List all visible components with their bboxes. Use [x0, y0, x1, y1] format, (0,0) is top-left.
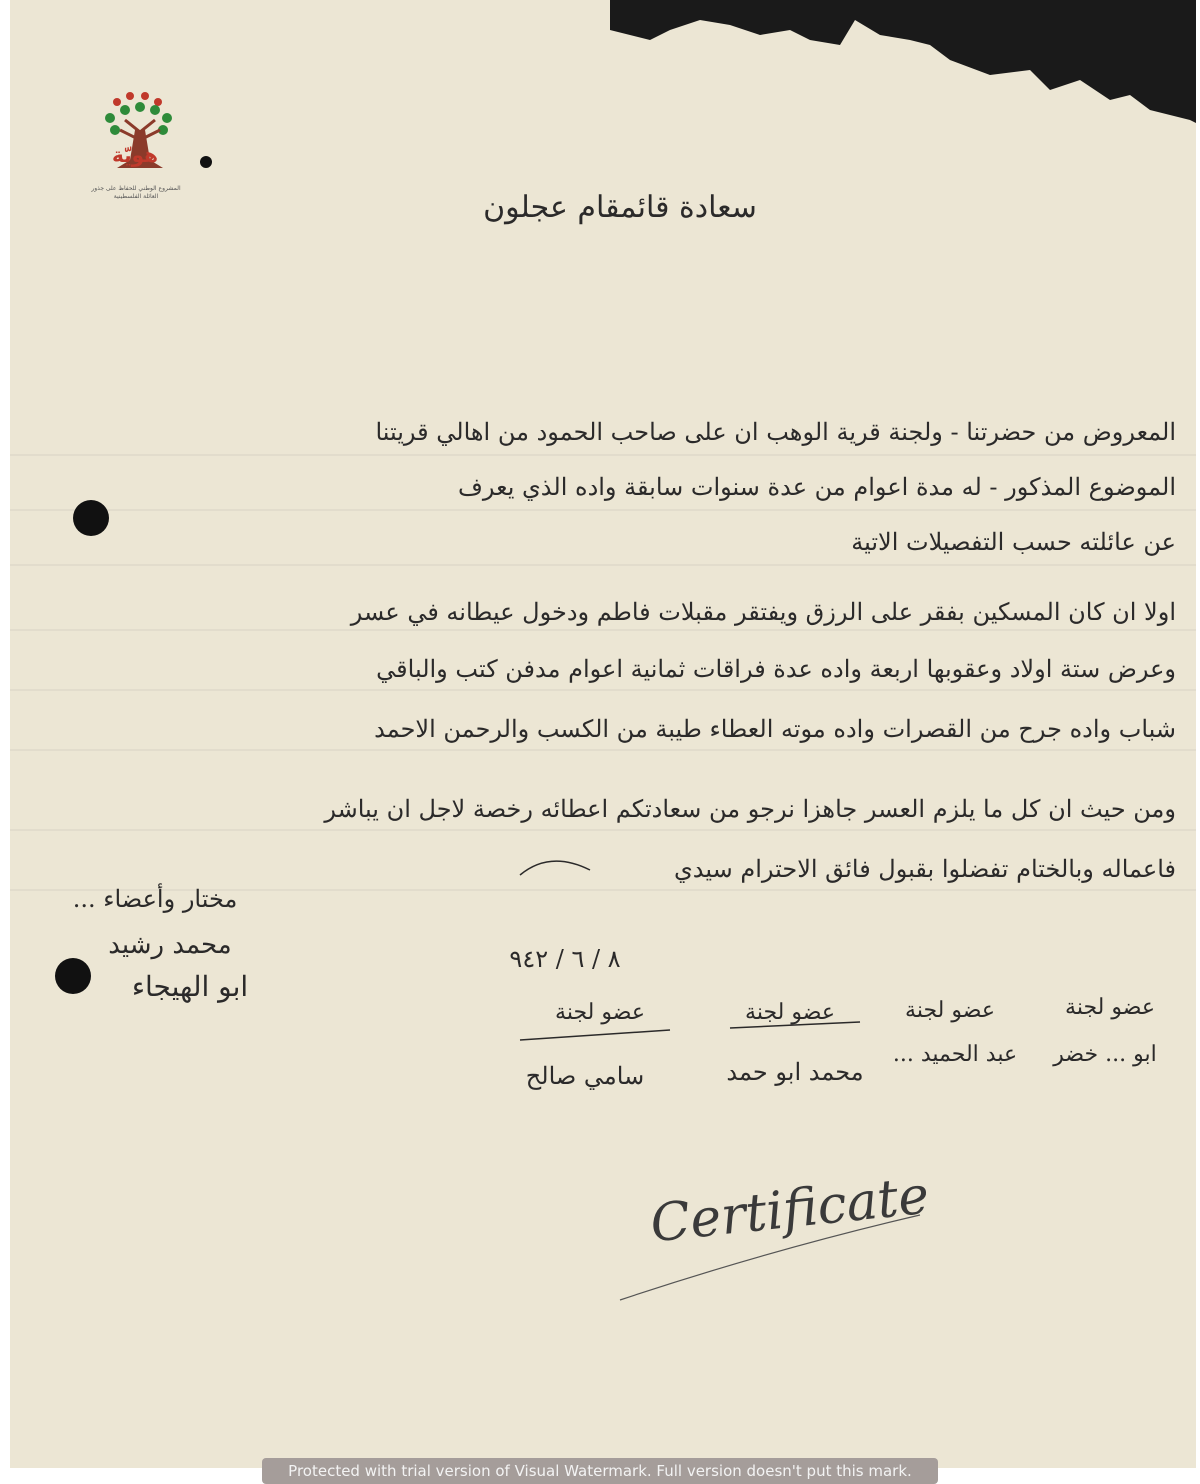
trial-watermark-banner: Protected with trial version of Visual Watermark. Full version doesn't put this mark.	[262, 1458, 938, 1484]
committee-member-name: عبد الحميد ...	[892, 1042, 1018, 1067]
committee-member-name: محمد ابو حمد	[726, 1058, 864, 1086]
logo-subtitle: المشروع الوطني للحفاظ على جذور العائلة الفلسطينية	[91, 185, 181, 200]
committee-member-name: سامي صالح	[525, 1062, 645, 1090]
body-line: المعروض من حضرتنا - ولجنة قرية الوهب ان على صاحب الحمود من اهالي قريتنا	[375, 418, 1176, 446]
committee-title: عضو لجنة	[745, 1000, 835, 1025]
body-line: عن عائلته حسب التفصيلات الاتية	[851, 528, 1176, 556]
committee-title: عضو لجنة	[905, 998, 995, 1023]
certificate-annotation: Certificate	[647, 1165, 932, 1255]
body-line: فاعماله وبالختام تفضلوا بقبول فائق الاحترام سيدي	[673, 855, 1176, 883]
body-line: الموضوع المذكور - له مدة اعوام من عدة سنوات سابقة واده الذي يعرف	[458, 473, 1176, 501]
left-signature-name: محمد رشيد	[108, 930, 232, 960]
letter-page	[10, 0, 1196, 1468]
letter-title: سعادة قائمقام عجلون	[483, 190, 757, 225]
committee-title: عضو لجنة	[555, 1000, 645, 1025]
left-signature-line: مختار وأعضاء ...	[72, 885, 238, 913]
body-line: ومن حيث ان كل ما يلزم العسر جاهزا نرجو من سعادتكم اعطائه رخصة لاجل ان يباشر	[324, 795, 1176, 823]
letter-date: ٨ / ٦ / ٩٤٢	[509, 945, 621, 973]
signature-underlines	[10, 0, 1196, 1468]
logo-name: هويّة	[111, 143, 159, 167]
body-line: وعرض ستة اولاد وعقوبها اربعة واده عدة فراقات ثمانية اعوام مدفن كتب والباقي	[376, 655, 1176, 683]
left-signature-family: ابو الهيجاء	[131, 970, 249, 1003]
committee-title: عضو لجنة	[1065, 995, 1155, 1020]
body-line: اولا ان كان المسكين بفقر على الرزق ويفتقر مقبلات فاطم ودخول عيطانه في عسر	[350, 598, 1176, 626]
committee-member-name: ابو ... خضر	[1053, 1042, 1157, 1067]
body-line: شباب واده جرح من القصرات واده موته العطاء طيبة من الكسب والرحمن الاحمد	[374, 715, 1176, 743]
